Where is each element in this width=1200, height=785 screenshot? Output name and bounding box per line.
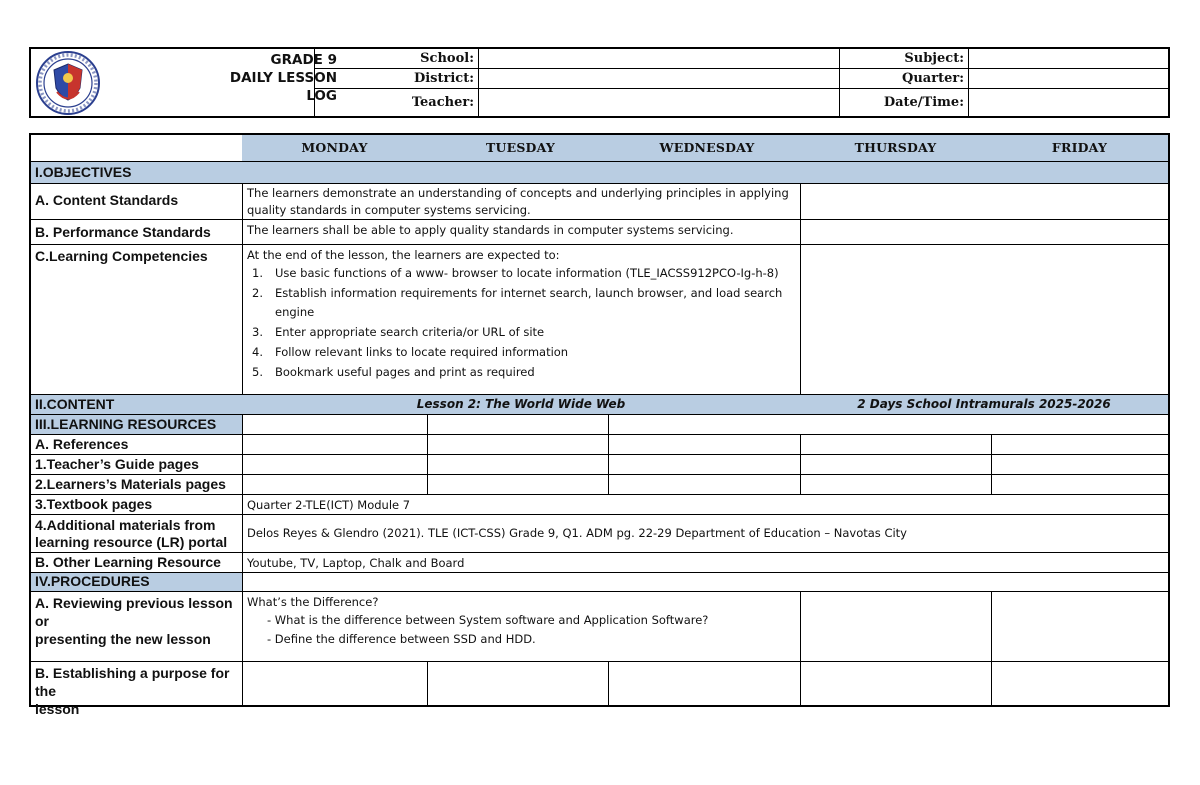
content-standards-cell (800, 184, 1168, 220)
content-standards-text: The learners demonstrate an understanding of concepts and underlying principles in applying quality standards in computer systems servicing. (242, 184, 801, 220)
references-cell (608, 435, 801, 455)
list-item: 3. Enter appropriate search criteria/or URL of site (252, 325, 545, 340)
reviewing-text (242, 592, 801, 662)
learners-materials-cell (242, 475, 428, 495)
resources-cell (242, 415, 428, 435)
procedures-heading: IV.PROCEDURES (31, 573, 243, 592)
dll-title: GRADE 9 DAILY LESSON LOG (229, 52, 337, 104)
list-item: 5. Bookmark useful pages and print as required (252, 364, 535, 379)
performance-standards-cell (800, 220, 1168, 245)
reviewing-cell (800, 592, 992, 662)
competencies-text (242, 245, 801, 395)
objectives-cell (800, 162, 1168, 184)
resources-cell (608, 415, 1168, 435)
datetime-label: Date/Time: (883, 95, 964, 110)
teacher-label: Teacher: (411, 95, 474, 110)
competencies-label: C.Learning Competencies (31, 245, 243, 395)
purpose-cell (427, 662, 609, 705)
competencies-list (247, 264, 796, 382)
learners-materials-cell (991, 475, 1168, 495)
purpose-cell (242, 662, 428, 705)
teachers-guide-cell (800, 455, 992, 475)
quarter-field[interactable] (969, 69, 1168, 88)
performance-standards-label: B. Performance Standards (31, 220, 243, 245)
performance-standards-text: The learners shall be able to apply quality standards in computer systems servicing. (242, 220, 801, 245)
datetime-field[interactable] (969, 89, 1168, 116)
teacher-field[interactable] (479, 89, 838, 116)
textbook-label: 3.Textbook pages (31, 495, 243, 515)
resources-cell (427, 415, 609, 435)
objectives-cell (242, 162, 428, 184)
references-cell (800, 435, 992, 455)
competencies-intro: At the end of the lesson, the learners are expected to: (247, 248, 560, 262)
reviewing-title: What’s the Difference? (247, 595, 379, 609)
day-thursday: THURSDAY (800, 135, 992, 162)
reviewing-list (247, 611, 796, 649)
learners-materials-label: 2.Learners’s Materials pages (31, 475, 243, 495)
event-title: 2 Days School Intramurals 2025-2026 (800, 395, 1168, 415)
references-cell (242, 435, 428, 455)
reviewing-label: A. Reviewing previous lesson or presenting the new lesson (31, 592, 243, 662)
additional-materials-label: 4.Additional materials from learning resource (LR) portal (31, 515, 243, 553)
day-friday: FRIDAY (991, 135, 1168, 162)
additional-materials-text: Delos Reyes & Glendro (2021). TLE (ICT-CSS) Grade 9, Q1. ADM pg. 22-29 Department of Education – Navotas City (242, 515, 1168, 553)
other-resource-label: B. Other Learning Resource (31, 553, 243, 573)
dll-table (29, 133, 1170, 717)
purpose-cell (991, 662, 1168, 705)
teachers-guide-cell (242, 455, 428, 475)
purpose-cell (800, 662, 992, 705)
quarter-label: Quarter: (902, 71, 964, 86)
learners-materials-cell (608, 475, 801, 495)
subject-label: Subject: (904, 51, 964, 66)
deped-seal-icon (35, 50, 101, 116)
references-cell (991, 435, 1168, 455)
list-item: 4. Follow relevant links to locate required information (252, 344, 569, 359)
district-label: District: (413, 71, 474, 86)
corner-cell (31, 135, 243, 162)
textbook-text: Quarter 2-TLE(ICT) Module 7 (242, 495, 1168, 515)
dll-header (29, 47, 1170, 118)
teachers-guide-cell (991, 455, 1168, 475)
learners-materials-cell (427, 475, 609, 495)
list-item: - What is the difference between System software and Application Software? (267, 613, 709, 627)
lesson-title: Lesson 2: The World Wide Web (242, 395, 801, 415)
learning-resources-heading: III.LEARNING RESOURCES (31, 415, 243, 435)
content-standards-label: A. Content Standards (31, 184, 243, 220)
learners-materials-cell (800, 475, 992, 495)
objectives-heading: I.OBJECTIVES (31, 162, 243, 184)
reviewing-cell (991, 592, 1168, 662)
references-label: A. References (31, 435, 243, 455)
purpose-cell (608, 662, 801, 705)
objectives-cell (427, 162, 801, 184)
list-item: 2. Establish information requirements for internet search, launch browser, and load search engine (252, 285, 783, 320)
day-monday: MONDAY (242, 135, 428, 162)
teachers-guide-cell (427, 455, 609, 475)
school-field[interactable] (479, 49, 838, 68)
other-resource-text: Youtube, TV, Laptop, Chalk and Board (242, 553, 1168, 573)
teachers-guide-label: 1.Teacher’s Guide pages (31, 455, 243, 475)
competencies-cell (800, 245, 1168, 395)
list-item: - Define the difference between SSD and HDD. (267, 632, 536, 646)
school-label: School: (420, 51, 474, 66)
subject-field[interactable] (969, 49, 1168, 68)
day-wednesday: WEDNESDAY (614, 135, 801, 162)
procedures-cell (242, 573, 1168, 592)
list-item: 1. Use basic functions of a www- browser to locate information (TLE_IACSS912PCO-Ig-h-8) (252, 266, 779, 280)
day-tuesday: TUESDAY (427, 135, 615, 162)
references-cell (427, 435, 609, 455)
content-heading: II.CONTENT (31, 395, 243, 415)
teachers-guide-cell (608, 455, 801, 475)
district-field[interactable] (479, 69, 838, 88)
purpose-label: B. Establishing a purpose for the lesson (31, 662, 243, 705)
